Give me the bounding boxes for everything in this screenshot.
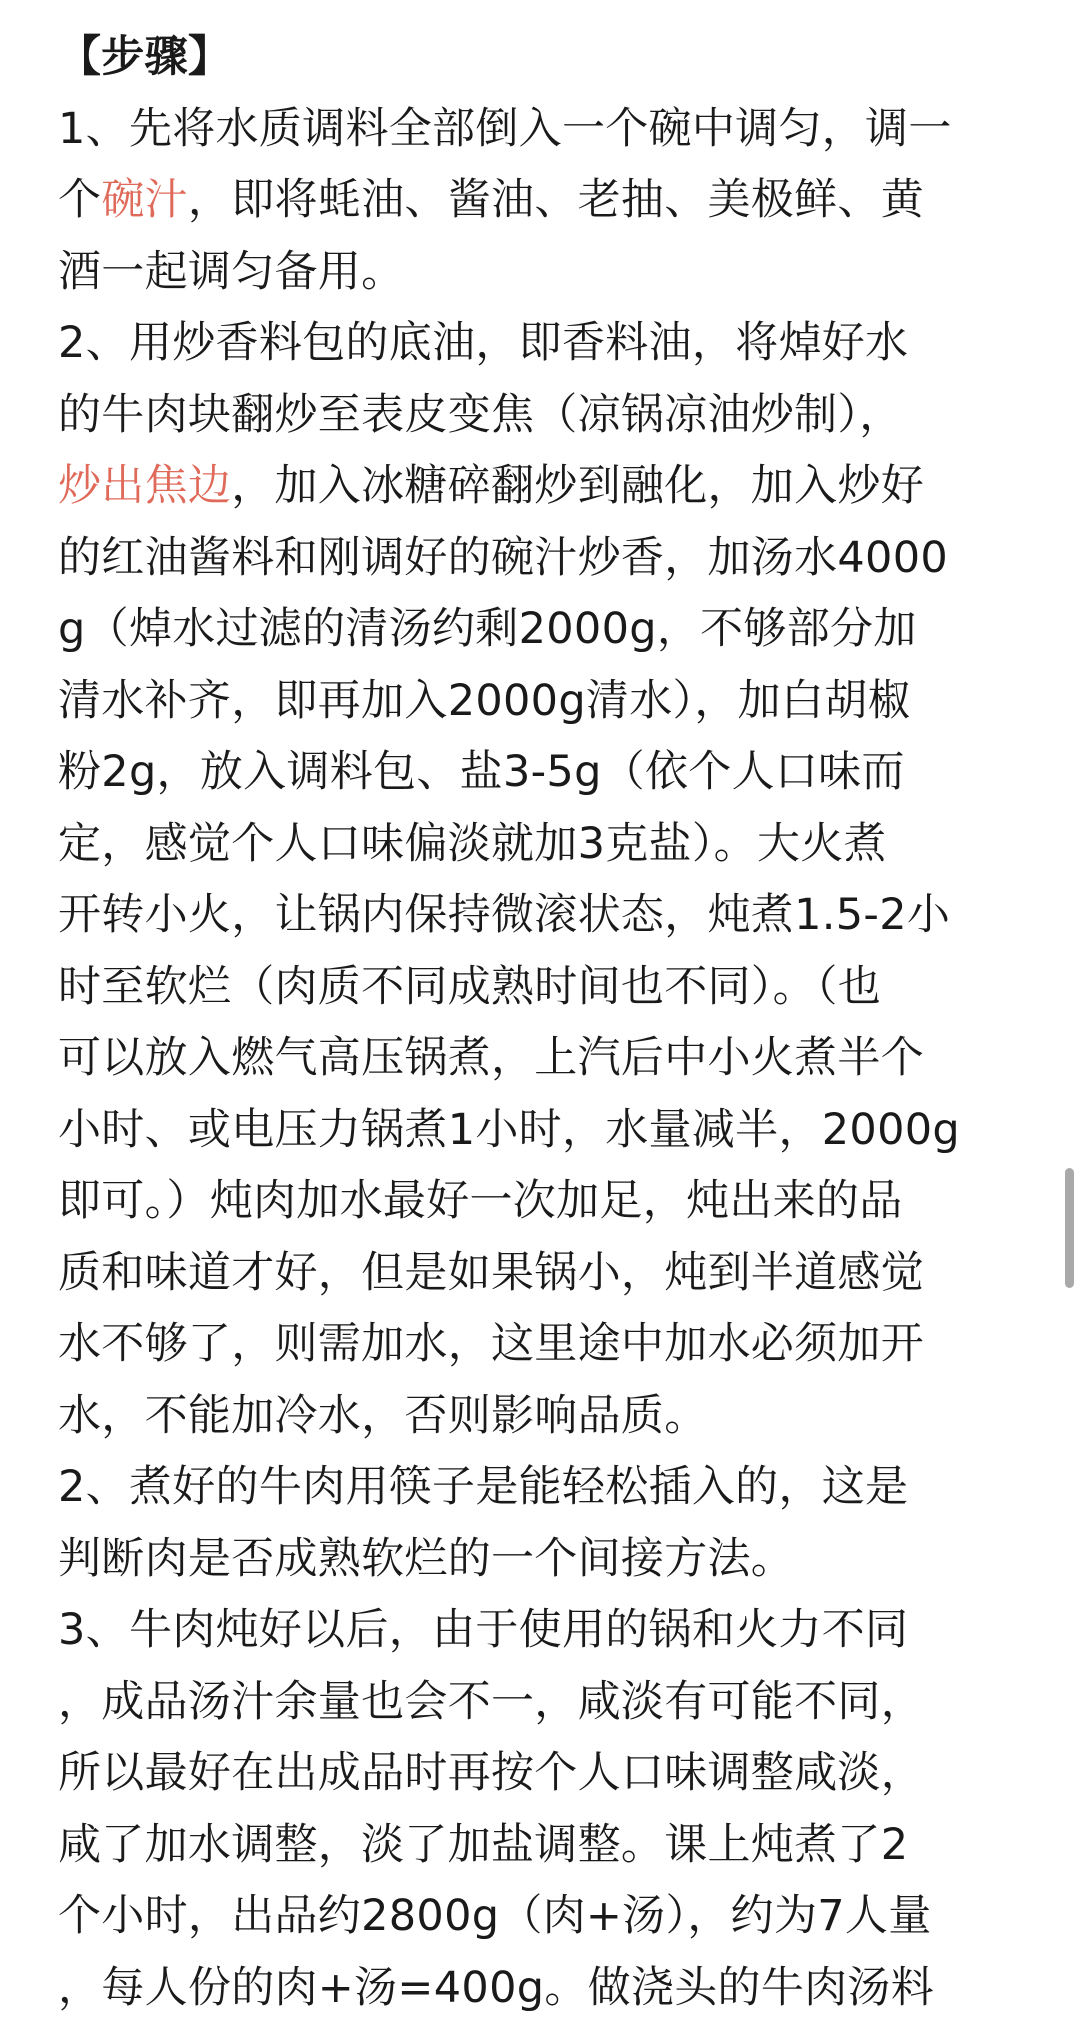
text-line [58, 380, 1038, 452]
text-line [58, 666, 1038, 738]
text-line [58, 880, 1038, 952]
highlighted-term: 炒出焦边 [58, 461, 232, 511]
text-segment: g（焯水过滤的清汤约剩2000g，不够部分加 [58, 604, 917, 654]
text-line [58, 1166, 1038, 1238]
highlighted-term: 碗汁 [101, 175, 188, 225]
text-line [58, 809, 1038, 881]
text-line [58, 451, 1038, 523]
text-segment: 的牛肉块翻炒至表皮变焦（凉锅凉油炒制）， [58, 389, 903, 440]
text-segment: 水，不能加冷水，否则影响品质。 [58, 1390, 708, 1441]
text-segment: 所以最好在出成品时再按个人口味调整咸淡， [58, 1748, 924, 1798]
steps-heading: 【步骤】 [58, 32, 232, 82]
text-segment: ，加入冰糖碎翻炒到融化，加入炒好 [231, 461, 925, 511]
text-line [58, 1595, 1038, 1667]
text-segment: 小时、或电压力锅煮1小时，水量减半，2000g [58, 1104, 960, 1155]
text-segment: 个 [58, 175, 102, 225]
text-line [58, 1095, 1038, 1167]
text-segment: 1、先将水质调料全部倒入一个碗中调匀，调一 [58, 103, 952, 154]
text-line [58, 1738, 1038, 1810]
text-segment: 定，感觉个人口味偏淡就加3克盐）。大火煮 [58, 818, 887, 869]
text-segment: ，每人份的肉+汤=400g。做浇头的牛肉汤料 [58, 1962, 935, 2013]
text-segment: 可以放入燃气高压锅煮，上汽后中小火煮半个 [58, 1033, 924, 1083]
text-segment: 水不够了，则需加水，这里途中加水必须加开 [58, 1319, 924, 1369]
text-line [58, 737, 1038, 809]
text-line [58, 952, 1038, 1024]
text-segment: 3、牛肉炖好以后，由于使用的锅和火力不同 [58, 1605, 909, 1655]
text-line [58, 1881, 1038, 1953]
steps-body [58, 94, 1038, 2025]
text-segment: 2、煮好的牛肉用筷子是能轻松插入的，这是 [58, 1462, 909, 1512]
text-segment: 2、用炒香料包的底油，即香料油，将焯好水 [58, 318, 909, 368]
text-line [58, 1309, 1038, 1381]
text-line [58, 523, 1038, 595]
text-segment: 清水补齐，即再加入2000g清水），加白胡椒 [58, 675, 911, 726]
text-line [58, 165, 1038, 237]
text-segment: 咸了加水调整，淡了加盐调整。课上炖煮了2 [58, 1819, 909, 1870]
scrollbar-thumb[interactable] [1065, 1168, 1074, 1288]
text-line [58, 1524, 1038, 1596]
text-line [58, 94, 1038, 166]
text-line [58, 308, 1038, 380]
text-line [58, 1452, 1038, 1524]
text-segment: 个小时，出品约2800g（肉+汤），约为7人量 [58, 1891, 932, 1941]
text-line [58, 1810, 1038, 1882]
text-line [58, 1667, 1038, 1739]
text-line [58, 594, 1038, 666]
text-line [58, 1381, 1038, 1453]
recipe-steps-document [58, 22, 1038, 2024]
text-segment: ，即将蚝油、酱油、老抽、美极鲜、黄 [187, 175, 925, 225]
text-line [58, 1953, 1038, 2025]
text-segment: ，成品汤汁余量也会不一，咸淡有可能不同， [58, 1676, 924, 1727]
text-line [58, 1023, 1038, 1095]
text-segment: 时至软烂（肉质不同成熟时间也不同）。（也 [58, 961, 881, 1012]
text-segment: 的红油酱料和刚调好的碗汁炒香，加汤水4000 [58, 532, 949, 583]
text-segment: 开转小火，让锅内保持微滚状态，炖煮1.5-2小 [58, 890, 951, 940]
text-segment: 质和味道才好，但是如果锅小，炖到半道感觉 [58, 1247, 924, 1298]
text-line [58, 1238, 1038, 1310]
text-segment: 即可。）炖肉加水最好一次加足，炖出来的品 [58, 1176, 903, 1226]
text-line [58, 237, 1038, 309]
text-segment: 判断肉是否成熟软烂的一个间接方法。 [58, 1533, 795, 1584]
text-segment: 酒一起调匀备用。 [58, 246, 405, 297]
text-segment: 粉2g，放入调料包、盐3-5g（依个人口味而 [58, 747, 905, 797]
